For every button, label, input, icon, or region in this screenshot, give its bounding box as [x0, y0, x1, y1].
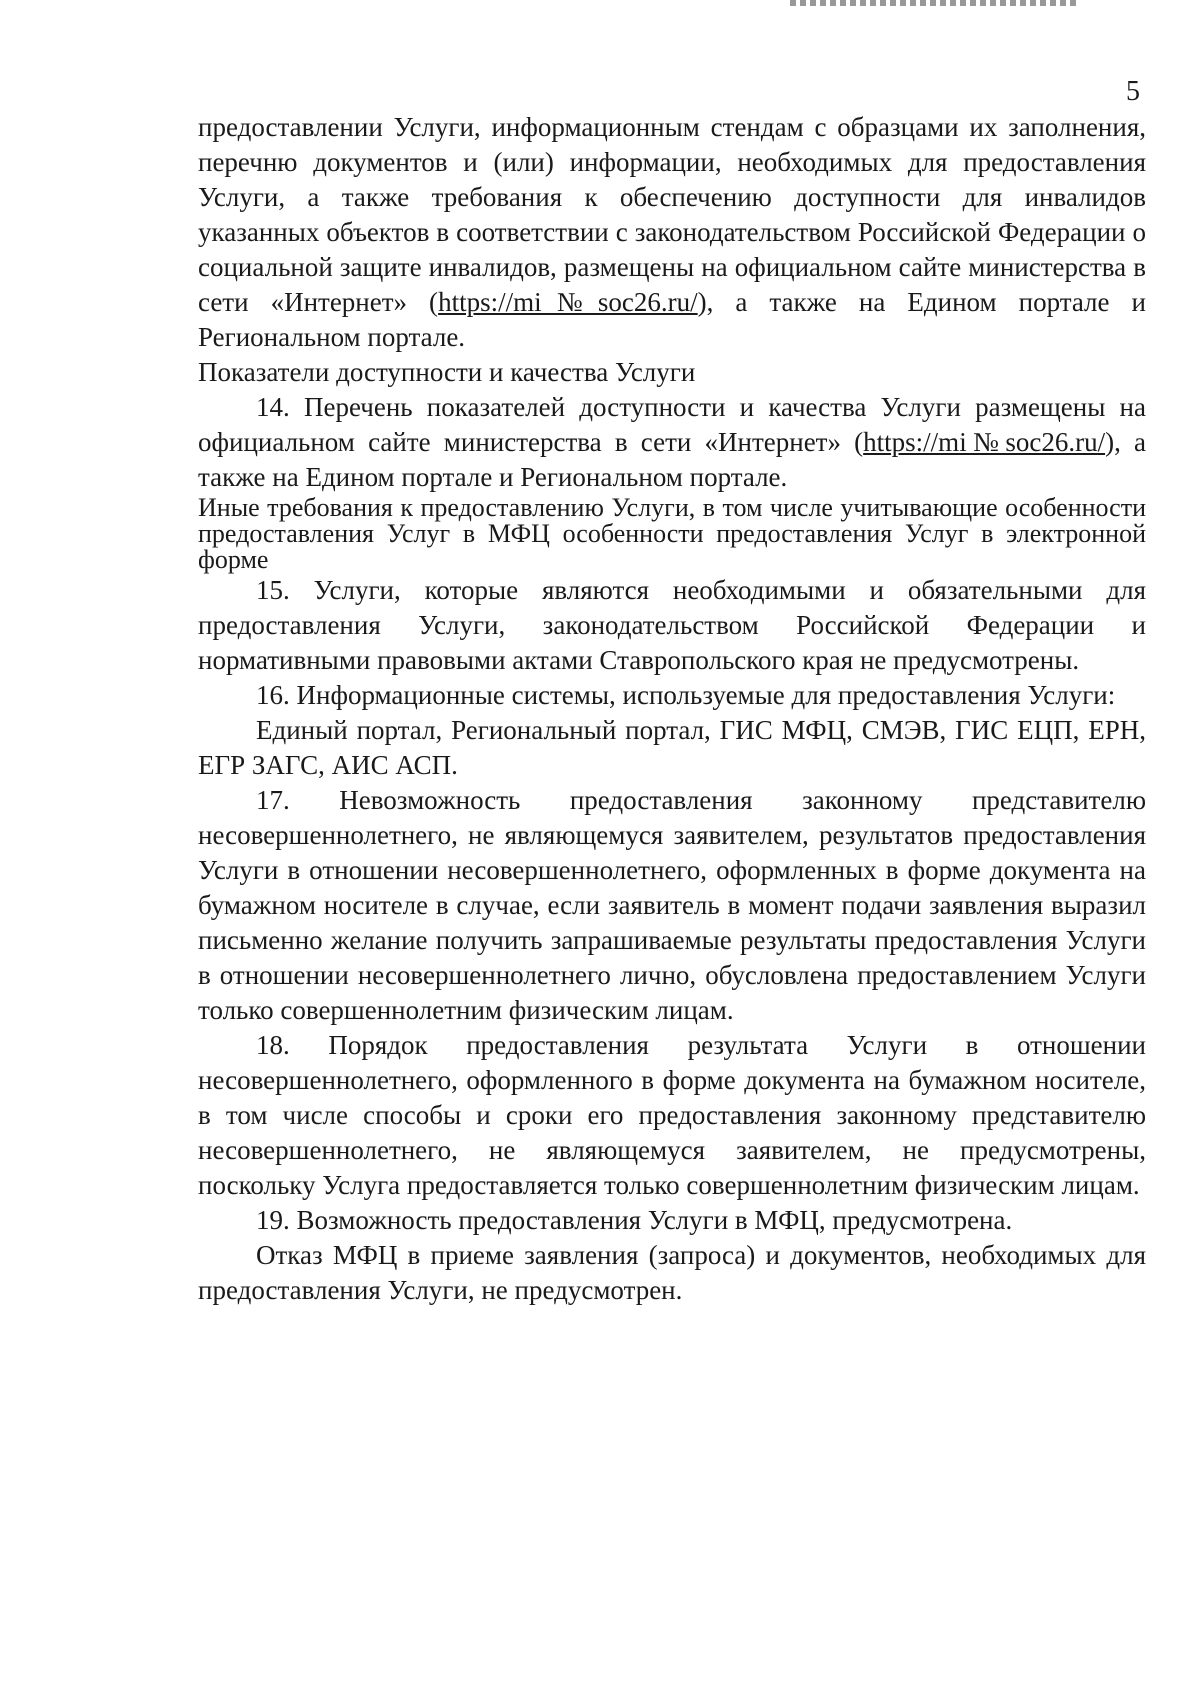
item-15-paragraph: 15. Услуги, которые являются необходимыми и обязательными для предоставления Услуги, законодательством Российской Федерации и нормативными правовыми актами Ставропольского края не предусмотрены.	[198, 575, 1146, 675]
item-19-refusal-paragraph: Отказ МФЦ в приеме заявления (запроса) и документов, необходимых для предоставления Услуги, не предусмотрен.	[198, 1240, 1146, 1305]
intro-text-start: предоставлении Услуги, информационным стендам с образцами их заполнения, перечню документов и (или) информации, необходимых для предоставления Услуги, а также требования к обеспечению доступности для инвалидов указанных объектов в соответствии с законодательством Российской Федерации о социальной защите инвалидов, размещены на официальном сайте министерства в сети «Интернет» (	[198, 112, 1146, 317]
item-16-systems-list: Единый портал, Региональный портал, ГИС МФЦ, СМЭВ, ГИС ЕЦП, ЕРН, ЕГР ЗАГС, АИС АСП.	[198, 715, 1146, 780]
item-14-text-start: 14. Перечень показателей доступности и качества Услуги размещены на официальном сайте министерства в сети «Интернет» (	[198, 392, 1146, 457]
ministry-site-link[interactable]: https://mi№soc26.ru/	[438, 287, 698, 317]
item-14-text-end: ), а также на Едином портале и Региональном портале.	[198, 427, 1146, 492]
page-number: 5	[1126, 76, 1140, 107]
section-heading-accessibility: Показатели доступности и качества Услуги	[198, 357, 696, 387]
scan-artifact	[790, 0, 1080, 6]
item-17-paragraph: 17. Невозможность предоставления законному представителю несовершеннолетнего, не являющемуся заявителем, результатов предоставления Услуги в отношении несовершеннолетнего, оформленных в форме документа на бумажном носителе в случае, если заявитель в момент подачи заявления выразил письменно желание получить запрашиваемые результаты предоставления Услуги в отношении несовершеннолетнего лично, обусловлена предоставлением Услуги только совершеннолетним физическим лицам.	[198, 785, 1146, 1025]
document-body	[198, 110, 1146, 1308]
ministry-site-link-2[interactable]: https://mi№soc26.ru/	[863, 427, 1106, 457]
item-19-paragraph: 19. Возможность предоставления Услуги в МФЦ, предусмотрена.	[256, 1205, 1013, 1235]
intro-text-end: ), а также на Едином портале и Региональном портале.	[198, 287, 1146, 352]
intro-paragraph	[198, 110, 1146, 355]
section-heading-other-requirements: Иные требования к предоставлению Услуги, в том числе учитывающие особенности предоставления Услуг в МФЦ особенности предоставления Услуг в электронной форме	[198, 493, 1146, 574]
item-16-paragraph: 16. Информационные системы, используемые для предоставления Услуги:	[256, 680, 1116, 710]
item-18-paragraph: 18. Порядок предоставления результата Услуги в отношении несовершеннолетнего, оформленного в форме документа на бумажном носителе, в том числе способы и сроки его предоставления законному представителю несовершеннолетнего, не являющемуся заявителем, не предусмотрены, поскольку Услуга предоставляется только совершеннолетним физическим лицам.	[198, 1030, 1146, 1200]
item-14-paragraph	[198, 390, 1146, 495]
